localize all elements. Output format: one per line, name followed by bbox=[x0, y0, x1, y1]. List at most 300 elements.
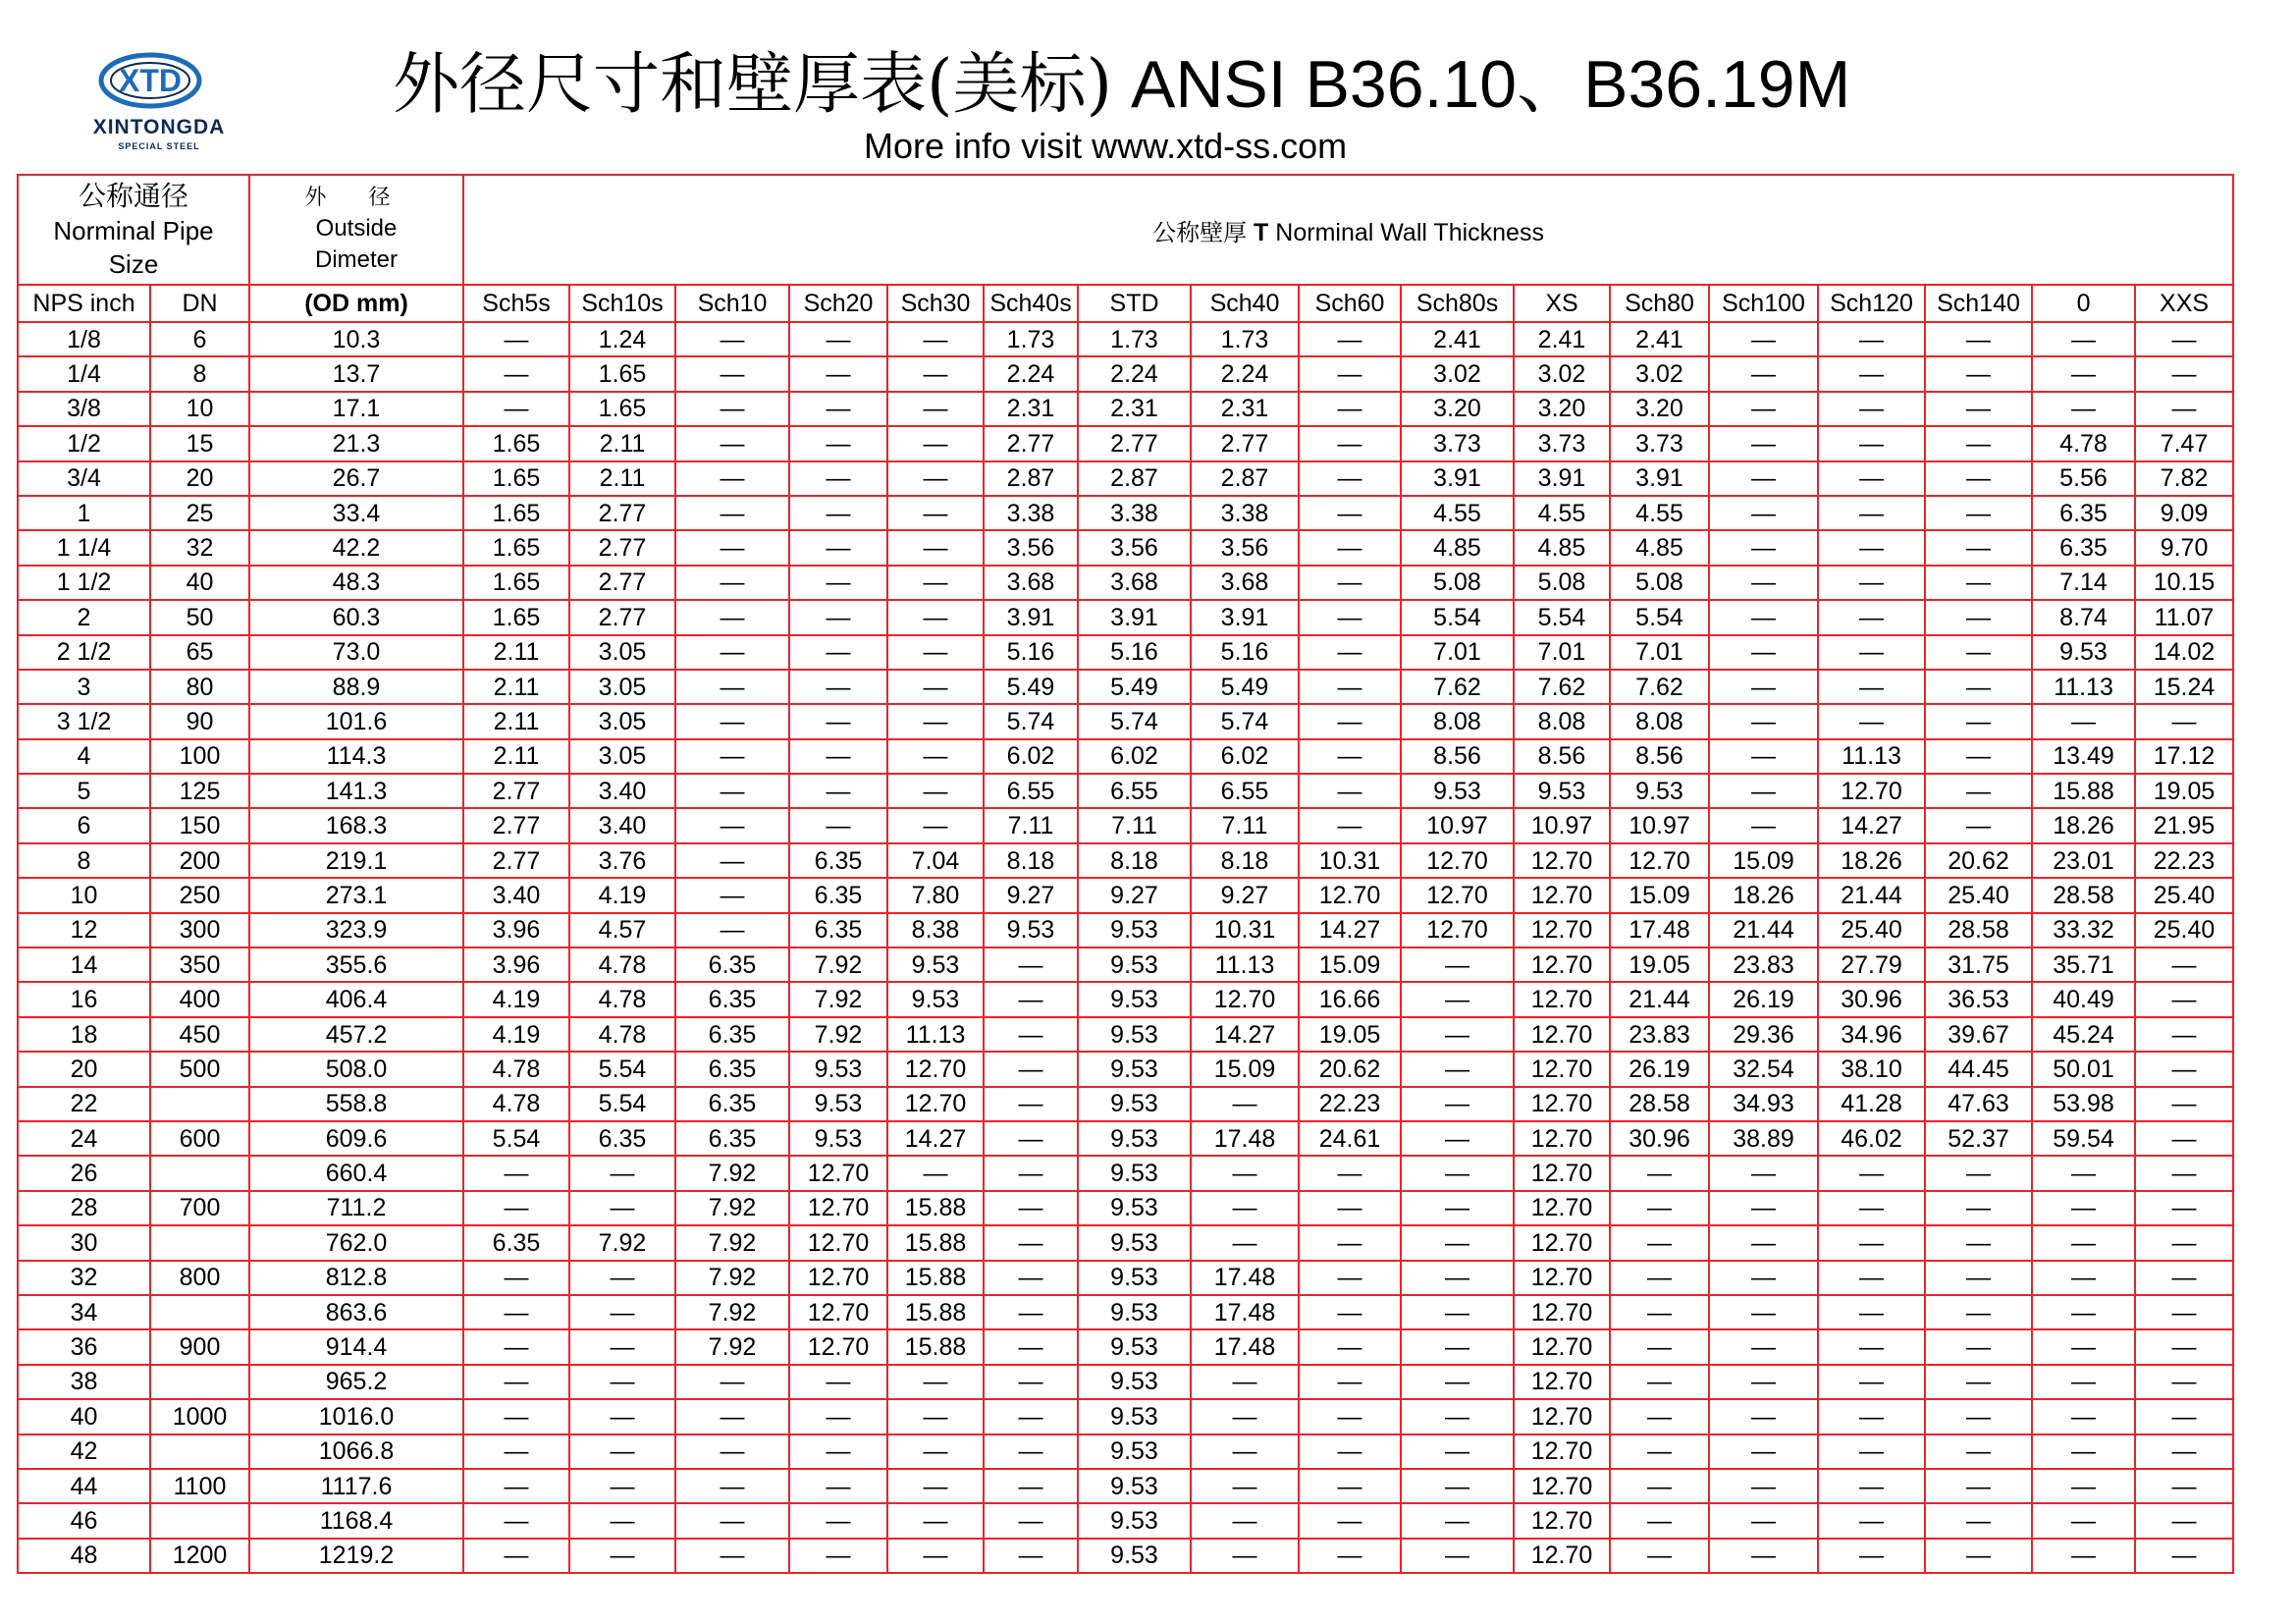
od-cell: 10.3 bbox=[249, 322, 463, 356]
wall-cell: 7.92 bbox=[675, 1329, 789, 1364]
wall-thickness-header bbox=[463, 175, 2233, 285]
wall-cell: 7.92 bbox=[675, 1225, 789, 1260]
wall-cell: 9.53 bbox=[1078, 1017, 1191, 1052]
dn-cell: 600 bbox=[150, 1121, 249, 1156]
wall-cell: 20.62 bbox=[1925, 843, 2032, 878]
wall-cell: — bbox=[1709, 322, 1818, 356]
wall-cell: — bbox=[1299, 1225, 1401, 1260]
wall-cell: — bbox=[569, 1539, 675, 1573]
dn-cell: 700 bbox=[150, 1191, 249, 1225]
table-row bbox=[18, 426, 2233, 460]
wall-cell: — bbox=[1191, 1539, 1299, 1573]
table-body bbox=[18, 322, 2233, 1573]
wall-cell: 9.53 bbox=[789, 1121, 887, 1156]
wall-cell: 11.13 bbox=[1818, 739, 1925, 774]
od-cell: 762.0 bbox=[249, 1225, 463, 1260]
wall-cell: 3.05 bbox=[569, 704, 675, 738]
wall-cell: 9.53 bbox=[1078, 1469, 1191, 1503]
wall-cell: — bbox=[1191, 1156, 1299, 1190]
nps-cell: 2 bbox=[18, 600, 150, 634]
wall-cell: 5.56 bbox=[2032, 461, 2135, 496]
wall-cell: — bbox=[1818, 704, 1925, 738]
wall-cell: — bbox=[1299, 808, 1401, 842]
wall-cell: — bbox=[1709, 1399, 1818, 1434]
wall-cell: 25.40 bbox=[2135, 913, 2233, 947]
wall-cell: — bbox=[463, 322, 569, 356]
wall-cell: — bbox=[1299, 1539, 1401, 1573]
wall-cell: — bbox=[887, 1156, 984, 1190]
nominal-en-2: Size bbox=[108, 249, 159, 279]
wall-cell: — bbox=[887, 1503, 984, 1538]
wall-cell: 7.82 bbox=[2135, 461, 2233, 496]
wall-cell: 5.16 bbox=[1078, 635, 1191, 670]
wall-cell: 4.78 bbox=[2032, 426, 2135, 460]
wall-cell: — bbox=[2032, 1539, 2135, 1573]
wall-cell: — bbox=[1299, 461, 1401, 496]
wall-cell: 7.62 bbox=[1514, 670, 1610, 704]
wall-cell: 18.26 bbox=[2032, 808, 2135, 842]
wall-cell: 3.91 bbox=[1191, 600, 1299, 634]
wall-cell: 12.70 bbox=[1514, 1261, 1610, 1295]
wall-cell: — bbox=[1401, 1225, 1514, 1260]
wall-cell: 18.26 bbox=[1709, 878, 1818, 912]
wall-cell: — bbox=[1401, 1329, 1514, 1364]
wall-cell: — bbox=[463, 1469, 569, 1503]
wall-cell: 1.65 bbox=[463, 566, 569, 600]
wall-cell: — bbox=[789, 322, 887, 356]
wall-cell: 3.20 bbox=[1610, 392, 1709, 426]
nps-cell: 22 bbox=[18, 1087, 150, 1121]
wall-cell: 3.02 bbox=[1514, 356, 1610, 391]
wall-cell: — bbox=[2032, 322, 2135, 356]
schedule-header: Sch140 bbox=[1925, 285, 2032, 322]
wall-cell: 2.11 bbox=[463, 704, 569, 738]
wall-cell: 6.02 bbox=[1191, 739, 1299, 774]
wall-cell: 15.09 bbox=[1191, 1052, 1299, 1086]
od-cell: 965.2 bbox=[249, 1365, 463, 1399]
wall-cell: — bbox=[675, 426, 789, 460]
wall-cell: — bbox=[463, 1261, 569, 1295]
wall-cell: 7.92 bbox=[675, 1191, 789, 1225]
wall-cell: — bbox=[1709, 1156, 1818, 1190]
dn-cell: 100 bbox=[150, 739, 249, 774]
wall-cell: — bbox=[1299, 530, 1401, 565]
wall-cell: 2.24 bbox=[984, 356, 1078, 391]
wall-cell: 5.08 bbox=[1401, 566, 1514, 600]
wall-cell: — bbox=[1818, 322, 1925, 356]
wall-cell: — bbox=[569, 1469, 675, 1503]
wall-cell: 28.58 bbox=[2032, 878, 2135, 912]
nps-cell: 1 1/2 bbox=[18, 566, 150, 600]
wall-cell: 9.53 bbox=[1078, 1503, 1191, 1538]
schedule-header: 0 bbox=[2032, 285, 2135, 322]
wall-cell: 9.53 bbox=[1078, 913, 1191, 947]
wall-cell: — bbox=[675, 878, 789, 912]
wall-cell: 9.53 bbox=[1078, 1156, 1191, 1190]
wall-cell: 2.11 bbox=[463, 635, 569, 670]
wall-cell: — bbox=[675, 1435, 789, 1469]
wall-cell: 47.63 bbox=[1925, 1087, 2032, 1121]
wall-cell: — bbox=[789, 808, 887, 842]
od-cell: 558.8 bbox=[249, 1087, 463, 1121]
dn-cell bbox=[150, 1295, 249, 1329]
wall-cell: 3.76 bbox=[569, 843, 675, 878]
wall-cell: 50.01 bbox=[2032, 1052, 2135, 1086]
wall-cell: 2.41 bbox=[1401, 322, 1514, 356]
wall-cell: 12.70 bbox=[789, 1191, 887, 1225]
wall-cell: 3.05 bbox=[569, 670, 675, 704]
wall-cell: 5.54 bbox=[1514, 600, 1610, 634]
wall-cell: — bbox=[1925, 1539, 2032, 1573]
nps-cell: 1 bbox=[18, 496, 150, 530]
wall-cell: 5.08 bbox=[1610, 566, 1709, 600]
wall-cell: 2.87 bbox=[1191, 461, 1299, 496]
table-row bbox=[18, 496, 2233, 530]
wall-cell: 39.67 bbox=[1925, 1017, 2032, 1052]
wall-cell: — bbox=[1709, 808, 1818, 842]
wall-cell: — bbox=[1818, 1261, 1925, 1295]
nps-cell: 42 bbox=[18, 1435, 150, 1469]
wall-cell: — bbox=[675, 1469, 789, 1503]
wall-cell: — bbox=[1925, 808, 2032, 842]
od-cell: 88.9 bbox=[249, 670, 463, 704]
table-row bbox=[18, 600, 2233, 634]
wall-cell: — bbox=[887, 356, 984, 391]
wall-cell: 26.19 bbox=[1709, 982, 1818, 1016]
schedule-header: Sch60 bbox=[1299, 285, 1401, 322]
wall-cell: — bbox=[2032, 704, 2135, 738]
dn-cell: 20 bbox=[150, 461, 249, 496]
wall-cell: 6.35 bbox=[569, 1121, 675, 1156]
wall-cell: — bbox=[887, 1365, 984, 1399]
wall-en: Norminal Wall Thickness bbox=[1275, 218, 1544, 246]
wall-cell: 7.14 bbox=[2032, 566, 2135, 600]
wall-cell: — bbox=[675, 461, 789, 496]
od-en-2: Dimeter bbox=[315, 246, 399, 273]
wall-cell: — bbox=[1610, 1365, 1709, 1399]
title-en: ANSI B36.10、B36.19M bbox=[1130, 47, 1851, 122]
wall-cell: — bbox=[887, 530, 984, 565]
wall-cell: — bbox=[2135, 1225, 2233, 1260]
wall-cell: 8.38 bbox=[887, 913, 984, 947]
od-cell: 101.6 bbox=[249, 704, 463, 738]
wall-cell: — bbox=[2135, 1087, 2233, 1121]
wall-cell: — bbox=[1818, 1191, 1925, 1225]
wall-cell: 15.09 bbox=[1610, 878, 1709, 912]
wall-cell: 1.65 bbox=[463, 496, 569, 530]
wall-cell: — bbox=[1925, 635, 2032, 670]
wall-cell: — bbox=[789, 1399, 887, 1434]
xtd-logo-icon bbox=[96, 47, 204, 114]
wall-cell: 4.19 bbox=[569, 878, 675, 912]
table-row bbox=[18, 635, 2233, 670]
wall-cell: — bbox=[569, 1365, 675, 1399]
wall-cell: 6.55 bbox=[984, 774, 1078, 808]
wall-cell: — bbox=[984, 1017, 1078, 1052]
wall-cell: — bbox=[887, 461, 984, 496]
wall-cell: — bbox=[675, 843, 789, 878]
wall-cell: 29.36 bbox=[1709, 1017, 1818, 1052]
wall-cell: 5.54 bbox=[1610, 600, 1709, 634]
wall-cell: — bbox=[1401, 982, 1514, 1016]
nps-cell: 5 bbox=[18, 774, 150, 808]
schedule-header: Sch20 bbox=[789, 285, 887, 322]
wall-cell: 12.70 bbox=[887, 1087, 984, 1121]
wall-cell: — bbox=[463, 1539, 569, 1573]
wall-cell: 6.35 bbox=[675, 1087, 789, 1121]
wall-cell: 3.91 bbox=[1078, 600, 1191, 634]
schedule-header: Sch80 bbox=[1610, 285, 1709, 322]
wall-cell: 4.85 bbox=[1401, 530, 1514, 565]
wall-cell: 7.62 bbox=[1610, 670, 1709, 704]
wall-cell: 6.35 bbox=[2032, 496, 2135, 530]
wall-cell: — bbox=[1925, 704, 2032, 738]
wall-cell: 5.74 bbox=[1191, 704, 1299, 738]
wall-cell: 7.92 bbox=[789, 982, 887, 1016]
wall-cell: — bbox=[675, 600, 789, 634]
nps-cell: 1/4 bbox=[18, 356, 150, 391]
od-cell: 1066.8 bbox=[249, 1435, 463, 1469]
wall-cell: 12.70 bbox=[1401, 913, 1514, 947]
wall-cell: 30.96 bbox=[1818, 982, 1925, 1016]
wall-cell: — bbox=[569, 1191, 675, 1225]
wall-cell: — bbox=[1709, 496, 1818, 530]
wall-cell: 6.35 bbox=[2032, 530, 2135, 565]
wall-cell: — bbox=[1610, 1539, 1709, 1573]
wall-cell: — bbox=[984, 1539, 1078, 1573]
wall-cell: — bbox=[1191, 1469, 1299, 1503]
wall-cell: — bbox=[887, 635, 984, 670]
wall-cell: — bbox=[2135, 322, 2233, 356]
dn-cell bbox=[150, 1365, 249, 1399]
wall-cell: — bbox=[1709, 356, 1818, 391]
wall-cell: — bbox=[1925, 1469, 2032, 1503]
wall-cell: 5.74 bbox=[1078, 704, 1191, 738]
wall-cell: — bbox=[1401, 1295, 1514, 1329]
wall-cell: 23.01 bbox=[2032, 843, 2135, 878]
wall-cell: 27.79 bbox=[1818, 947, 1925, 982]
wall-cell: 28.58 bbox=[1610, 1087, 1709, 1121]
wall-cell: 4.78 bbox=[569, 1017, 675, 1052]
wall-cell: — bbox=[1818, 426, 1925, 460]
wall-cell: 6.35 bbox=[789, 878, 887, 912]
wall-cell: 3.56 bbox=[1191, 530, 1299, 565]
wall-cell: 18.26 bbox=[1818, 843, 1925, 878]
wall-cell: 36.53 bbox=[1925, 982, 2032, 1016]
wall-cell: 10.15 bbox=[2135, 566, 2233, 600]
wall-cell: 3.02 bbox=[1401, 356, 1514, 391]
wall-cell: — bbox=[1925, 1503, 2032, 1538]
wall-cell: 2.24 bbox=[1078, 356, 1191, 391]
table-row bbox=[18, 461, 2233, 496]
dn-cell bbox=[150, 1156, 249, 1190]
wall-cell: 12.70 bbox=[789, 1329, 887, 1364]
wall-cell: 9.53 bbox=[1078, 1225, 1191, 1260]
wall-cell: — bbox=[1610, 1399, 1709, 1434]
wall-cell: 2.77 bbox=[984, 426, 1078, 460]
wall-cell: 9.70 bbox=[2135, 530, 2233, 565]
wall-cell: — bbox=[675, 774, 789, 808]
od-cn: 外 径 bbox=[304, 186, 408, 210]
wall-cell: — bbox=[1610, 1225, 1709, 1260]
wall-cell: — bbox=[1299, 1435, 1401, 1469]
wall-cell: 15.88 bbox=[887, 1295, 984, 1329]
wall-cell: — bbox=[1709, 461, 1818, 496]
schedule-header: Sch30 bbox=[887, 285, 984, 322]
schedule-header: Sch40 bbox=[1191, 285, 1299, 322]
wall-cell: — bbox=[1818, 1295, 1925, 1329]
wall-cell: 8.56 bbox=[1401, 739, 1514, 774]
wall-cell: — bbox=[1709, 1191, 1818, 1225]
wall-cell: — bbox=[1818, 1365, 1925, 1399]
wall-cell: 4.55 bbox=[1514, 496, 1610, 530]
wall-cell: 23.83 bbox=[1610, 1017, 1709, 1052]
wall-cell: 34.93 bbox=[1709, 1087, 1818, 1121]
wall-cell: 7.11 bbox=[1191, 808, 1299, 842]
schedule-header: Sch100 bbox=[1709, 285, 1818, 322]
dn-cell: 400 bbox=[150, 982, 249, 1016]
wall-cell: 14.27 bbox=[1818, 808, 1925, 842]
logo-mark-text: XTD bbox=[119, 63, 182, 98]
wall-cell: — bbox=[2135, 1191, 2233, 1225]
wall-cell: — bbox=[1925, 426, 2032, 460]
wall-cell: — bbox=[984, 1087, 1078, 1121]
wall-cell: 3.40 bbox=[463, 878, 569, 912]
wall-cell: — bbox=[984, 1191, 1078, 1225]
wall-cell: 4.78 bbox=[569, 947, 675, 982]
od-cell: 609.6 bbox=[249, 1121, 463, 1156]
od-cell: 457.2 bbox=[249, 1017, 463, 1052]
dn-cell: 1000 bbox=[150, 1399, 249, 1434]
wall-cell: — bbox=[1925, 1435, 2032, 1469]
wall-cell: 59.54 bbox=[2032, 1121, 2135, 1156]
wall-cell: — bbox=[789, 566, 887, 600]
wall-cell: 7.04 bbox=[887, 843, 984, 878]
dn-cell: 80 bbox=[150, 670, 249, 704]
wall-cell: — bbox=[1818, 1503, 1925, 1538]
wall-cell: — bbox=[1191, 1399, 1299, 1434]
wall-cell: — bbox=[1709, 1261, 1818, 1295]
wall-cell: 2.41 bbox=[1610, 322, 1709, 356]
wall-cell: — bbox=[789, 1503, 887, 1538]
wall-cell: 8.08 bbox=[1514, 704, 1610, 738]
wall-cell: 5.74 bbox=[984, 704, 1078, 738]
od-cell: 863.6 bbox=[249, 1295, 463, 1329]
wall-cell: 2.11 bbox=[463, 739, 569, 774]
wall-cell: — bbox=[675, 1539, 789, 1573]
wall-cell: 3.68 bbox=[1191, 566, 1299, 600]
wall-cell: 2.77 bbox=[463, 808, 569, 842]
wall-cell: — bbox=[887, 808, 984, 842]
wall-cell: 11.13 bbox=[2032, 670, 2135, 704]
nps-cell: 18 bbox=[18, 1017, 150, 1052]
wall-cell: — bbox=[789, 1469, 887, 1503]
wall-cell: — bbox=[1191, 1191, 1299, 1225]
wall-cell: 5.54 bbox=[1401, 600, 1514, 634]
wall-cell: — bbox=[1299, 1261, 1401, 1295]
wall-cell: — bbox=[887, 426, 984, 460]
wall-cell: 33.32 bbox=[2032, 913, 2135, 947]
wall-cell: — bbox=[1925, 1191, 2032, 1225]
wall-cell: 14.27 bbox=[887, 1121, 984, 1156]
nps-cell: 38 bbox=[18, 1365, 150, 1399]
wall-cell: — bbox=[1191, 1087, 1299, 1121]
wall-cell: — bbox=[2135, 1399, 2233, 1434]
od-cell: 914.4 bbox=[249, 1329, 463, 1364]
wall-cell: 2.87 bbox=[984, 461, 1078, 496]
wall-cell: 1.65 bbox=[569, 356, 675, 391]
wall-cell: 5.49 bbox=[1191, 670, 1299, 704]
nps-cell: 3 bbox=[18, 670, 150, 704]
wall-cell: 21.44 bbox=[1610, 982, 1709, 1016]
wall-cell: — bbox=[984, 1295, 1078, 1329]
wall-cell: 9.53 bbox=[1610, 774, 1709, 808]
wall-cell: 11.13 bbox=[1191, 947, 1299, 982]
schedule-header: XXS bbox=[2135, 285, 2233, 322]
nps-cell: 26 bbox=[18, 1156, 150, 1190]
wall-cell: 9.53 bbox=[1514, 774, 1610, 808]
table-row bbox=[18, 774, 2233, 808]
wall-cell: 34.96 bbox=[1818, 1017, 1925, 1052]
wall-cell: 3.91 bbox=[1514, 461, 1610, 496]
wall-cell: — bbox=[1299, 670, 1401, 704]
wall-cell: — bbox=[675, 739, 789, 774]
wall-cell: 7.01 bbox=[1514, 635, 1610, 670]
wall-cell: — bbox=[2032, 1261, 2135, 1295]
wall-cell: 12.70 bbox=[1514, 1225, 1610, 1260]
wall-cell: — bbox=[569, 1503, 675, 1538]
dn-cell: 125 bbox=[150, 774, 249, 808]
wall-cell: — bbox=[2135, 1156, 2233, 1190]
wall-cell: — bbox=[789, 1435, 887, 1469]
wall-cell: 1.65 bbox=[463, 600, 569, 634]
wall-cell: 12.70 bbox=[1610, 843, 1709, 878]
wall-cell: — bbox=[1925, 392, 2032, 426]
wall-cell: — bbox=[1818, 1539, 1925, 1573]
wall-cell: — bbox=[1818, 356, 1925, 391]
wall-cell: 2.77 bbox=[569, 600, 675, 634]
od-cell: 42.2 bbox=[249, 530, 463, 565]
wall-cell: — bbox=[1709, 774, 1818, 808]
wall-cell: 1.73 bbox=[984, 322, 1078, 356]
wall-cell: 2.31 bbox=[1078, 392, 1191, 426]
logo-sub: SPECIAL STEEL bbox=[118, 141, 200, 151]
wall-cell: 3.96 bbox=[463, 947, 569, 982]
wall-cell: — bbox=[887, 1435, 984, 1469]
wall-cell: — bbox=[2135, 1469, 2233, 1503]
wall-cell: 6.35 bbox=[675, 1121, 789, 1156]
wall-cell: — bbox=[1818, 1435, 1925, 1469]
wall-cell: 15.88 bbox=[887, 1261, 984, 1295]
table-row bbox=[18, 739, 2233, 774]
wall-cell: 7.92 bbox=[675, 1156, 789, 1190]
od-cell: 1117.6 bbox=[249, 1469, 463, 1503]
wall-cell: — bbox=[1299, 1365, 1401, 1399]
table-row bbox=[18, 1121, 2233, 1156]
wall-cell: 9.27 bbox=[984, 878, 1078, 912]
wall-cell: — bbox=[887, 774, 984, 808]
wall-cell: — bbox=[1925, 600, 2032, 634]
wall-cell: 8.08 bbox=[1610, 704, 1709, 738]
nps-cell: 40 bbox=[18, 1399, 150, 1434]
wall-cell: — bbox=[1299, 426, 1401, 460]
dn-cell: 1200 bbox=[150, 1539, 249, 1573]
wall-cell: — bbox=[1925, 670, 2032, 704]
wall-cell: — bbox=[887, 739, 984, 774]
wall-cell: 6.35 bbox=[675, 982, 789, 1016]
wall-cell: — bbox=[2032, 1399, 2135, 1434]
wall-cell: — bbox=[887, 392, 984, 426]
